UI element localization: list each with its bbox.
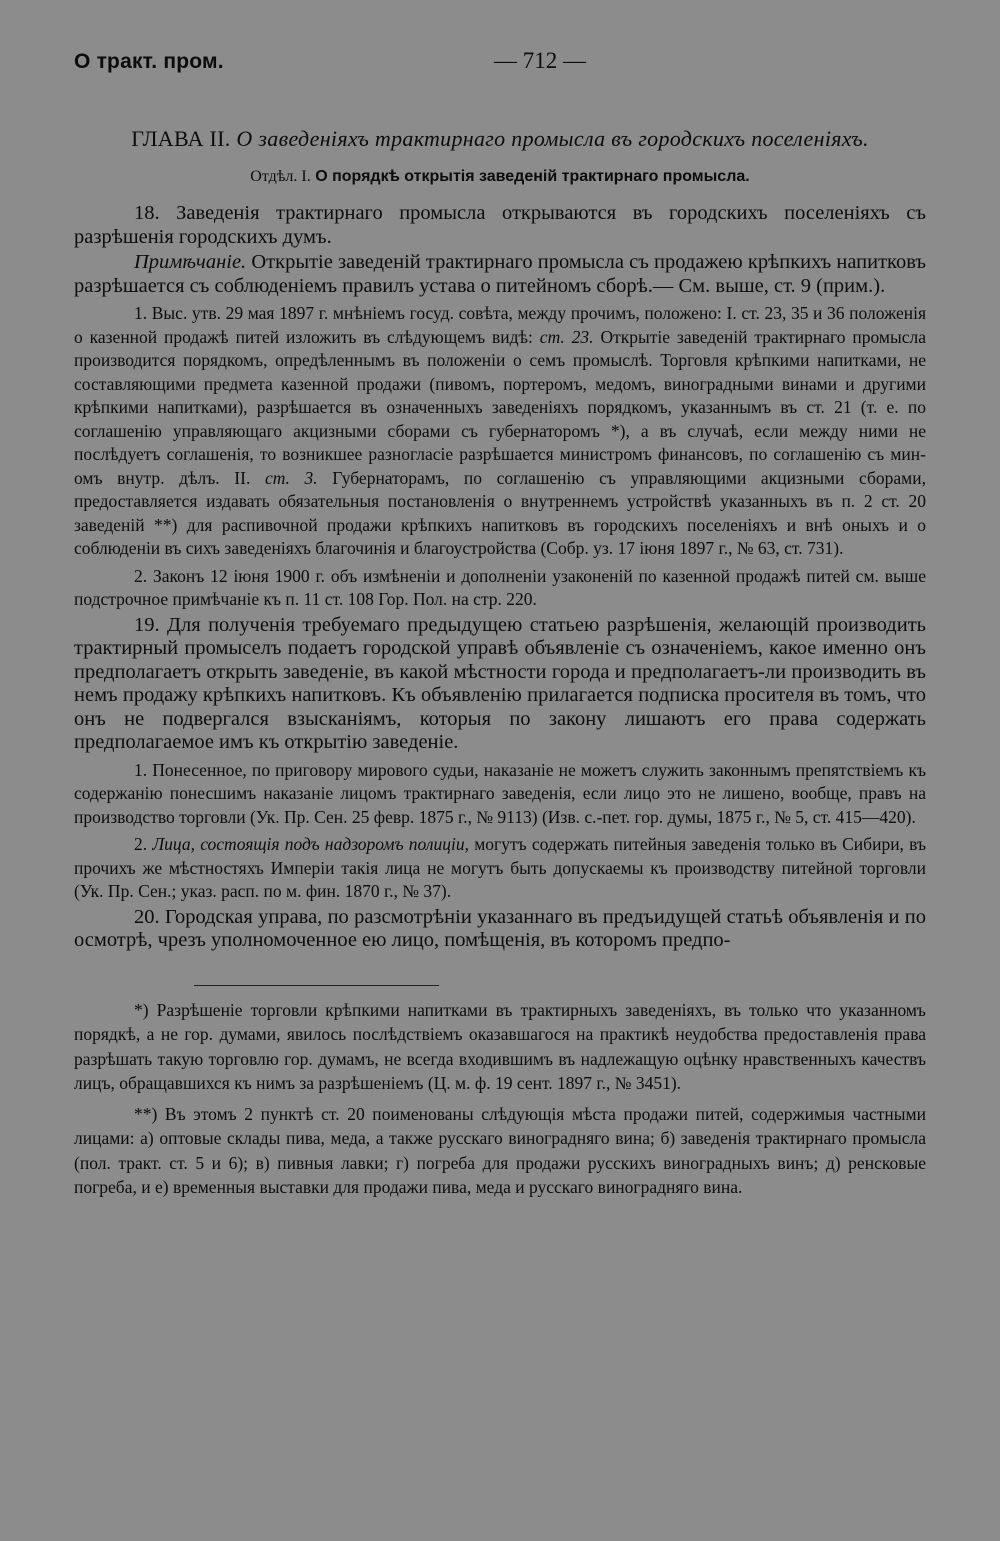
chapter-heading	[74, 126, 926, 152]
page-number: — 712 —	[494, 48, 586, 73]
section-label: Отдѣл. I.	[250, 168, 311, 185]
running-title: О тракт. пром.	[74, 50, 224, 73]
section-heading	[74, 168, 926, 186]
article-18-note	[74, 251, 926, 298]
comment-italic: ст. 3.	[264, 467, 318, 488]
article-19-comment-2	[74, 833, 926, 904]
page-header	[74, 46, 926, 86]
note-label: Примѣчаніе.	[134, 251, 247, 273]
footnote-2: **) Въ этомъ 2 пунктѣ ст. 20 поименованы слѣдующія мѣста продажи питей, содержимыя частными лицами: а) оптовые склады пива, меда, а также русскаго виноградняго вина; б) заведенія трактирнаго промысла (пол. тракт. ст. 5 и 6); в) пивныя лавки; г) погреба для продажи русскихъ виноградныхъ винъ; д) ренсковые погреба, и е) временныя выставки для продажи пива, меда и русскаго виноградняго вина.	[74, 1103, 926, 1197]
comment-number: 2.	[134, 834, 153, 854]
article-19-comment-1: 1. Понесенное, по приговору мирового судьи, наказаніе не можетъ служить законнымъ препятствіемъ къ содержанію понесшимъ наказаніе лицомъ трактирнаго заведенія, если лицо это не лишено, вообще, правъ на производство торговли (Ук. Пр. Сен. 25 февр. 1875 г., № 9113) (Изв. с.-пет. гор. думы, 1875 г., № 5, ст. 415—420).	[74, 759, 926, 827]
chapter-title: О заведеніяхъ трактирнаго промысла въ городскихъ поселеніяхъ.	[236, 126, 869, 151]
article-18-comment-2: 2. Законъ 12 іюня 1900 г. объ измѣненіи и дополненіи узаконеній по казенной продажѣ питей см. выше подстрочное примѣчаніе къ п. 11 ст. 108 Гор. Пол. на стр. 220.	[74, 565, 926, 609]
article-19: 19. Для полученія требуемаго предыдущею статьею разрѣшенія, желающій производить трактирный промыселъ подаетъ городской управѣ объявленіе съ означеніемъ, какое именно онъ предполагаетъ открыть заведеніе, въ какой мѣстности города и предполагаетъ-ли производить въ немъ продажу крѣпкихъ напитковъ. Къ объявленію прилагается подписка просителя въ томъ, что онъ не подвергался взысканіямъ, которыя по закону лишаютъ его права содержать предполагаемое имъ къ открытію заведеніе.	[74, 613, 926, 753]
section-title: О порядкѣ открытія заведеній трактирнаго промысла.	[315, 168, 750, 185]
chapter-label: ГЛАВА II.	[131, 126, 231, 151]
comment-text: могутъ содержать питейныя заведенія только въ Сибири, въ прочихъ же мѣстностяхъ Имперіи такія лица не могутъ быть допускаемы къ производству питейной торговли (Ук. Пр. Сен.; указ. расп. по м. фин. 1870 г., № 37).	[74, 834, 926, 901]
article-18-comment-1	[74, 302, 926, 561]
article-18: 18. Заведенія трактирнаго промысла открываются въ городскихъ поселеніяхъ съ разрѣшенія городскихъ думъ.	[74, 202, 926, 248]
comment-italic: Лица, состоящія подъ надзоромъ полиціи,	[152, 834, 469, 854]
footnote-1: *) Разрѣшеніе торговли крѣпкими напитками въ трактирныхъ заведеніяхъ, въ только что указанномъ порядкѣ, а не гор. думами, явилось послѣдствіемъ оказавшагося на практикѣ неудобства предоставленія права разрѣшать такую торговлю гор. думамъ, не всегда входившимъ въ надлежащую оцѣнку нравственныхъ качествъ лицъ, обращавшихся къ нимъ за разрѣшеніемъ (Ц. м. ф. 19 сент. 1897 г., № 3451).	[74, 999, 926, 1093]
note-text: Открытіе заведеній трактирнаго промысла съ продажею крѣпкихъ напитковъ разрѣшается съ соблюденіемъ правилъ устава о питейномъ сборѣ.— См. выше, ст. 9 (прим.).	[74, 251, 926, 297]
comment-text: Губернаторамъ, по соглашенію съ управляющими акцизными сборами, предоставляется издавать обязательныя постановленія о внутреннемъ устройствѣ указанныхъ въ п. 2 ст. 20 заведеній **) для распивочной продажи крѣпкихъ напитковъ въ городскихъ поселеніяхъ и внѣ оныхъ и о соблюденіи въ сихъ заведеніяхъ благочинія и благоустройства (Собр. уз. 17 іюня 1897 г., № 63, ст. 731).	[74, 467, 926, 558]
comment-text: Открытіе заведеній трактирнаго промысла производится порядкомъ, опредѣленнымъ въ положеніи о семъ промыслѣ. Торговля крѣпкими напитками, не составляющими предмета казенной продажи (пивомъ, портеромъ, медомъ, виноградными винами и другими крѣпкими напитками), разрѣшается въ означенныхъ заведеніяхъ порядкомъ, указаннымъ въ ст. 21 (т. е. по соглашенію управляющаго акцизными сборами съ губернаторомъ *), а въ случаѣ, если между ними не послѣдуетъ соглашенія, то возникшее разногласіе разрѣшается министромъ финансовъ, по соглашенію съ мин-омъ внутр. дѣлъ. II.	[74, 326, 926, 488]
comment-text: 1. Выс. утв. 29 мая 1897 г. мнѣніемъ госуд. совѣта, между прочимъ, положено: I. ст. 23, 35 и 36 положенія о казенной продажѣ питей изложить въ слѣдующемъ видѣ:	[74, 303, 926, 347]
footnote-divider	[194, 985, 439, 986]
comment-italic: ст. 23.	[539, 326, 594, 347]
article-20: 20. Городская управа, по разсмотрѣніи указаннаго въ предъидущей статьѣ объявленія и по осмотрѣ, чрезъ уполномоченное ею лицо, помѣщенія, въ которомъ предпо-	[74, 905, 926, 951]
